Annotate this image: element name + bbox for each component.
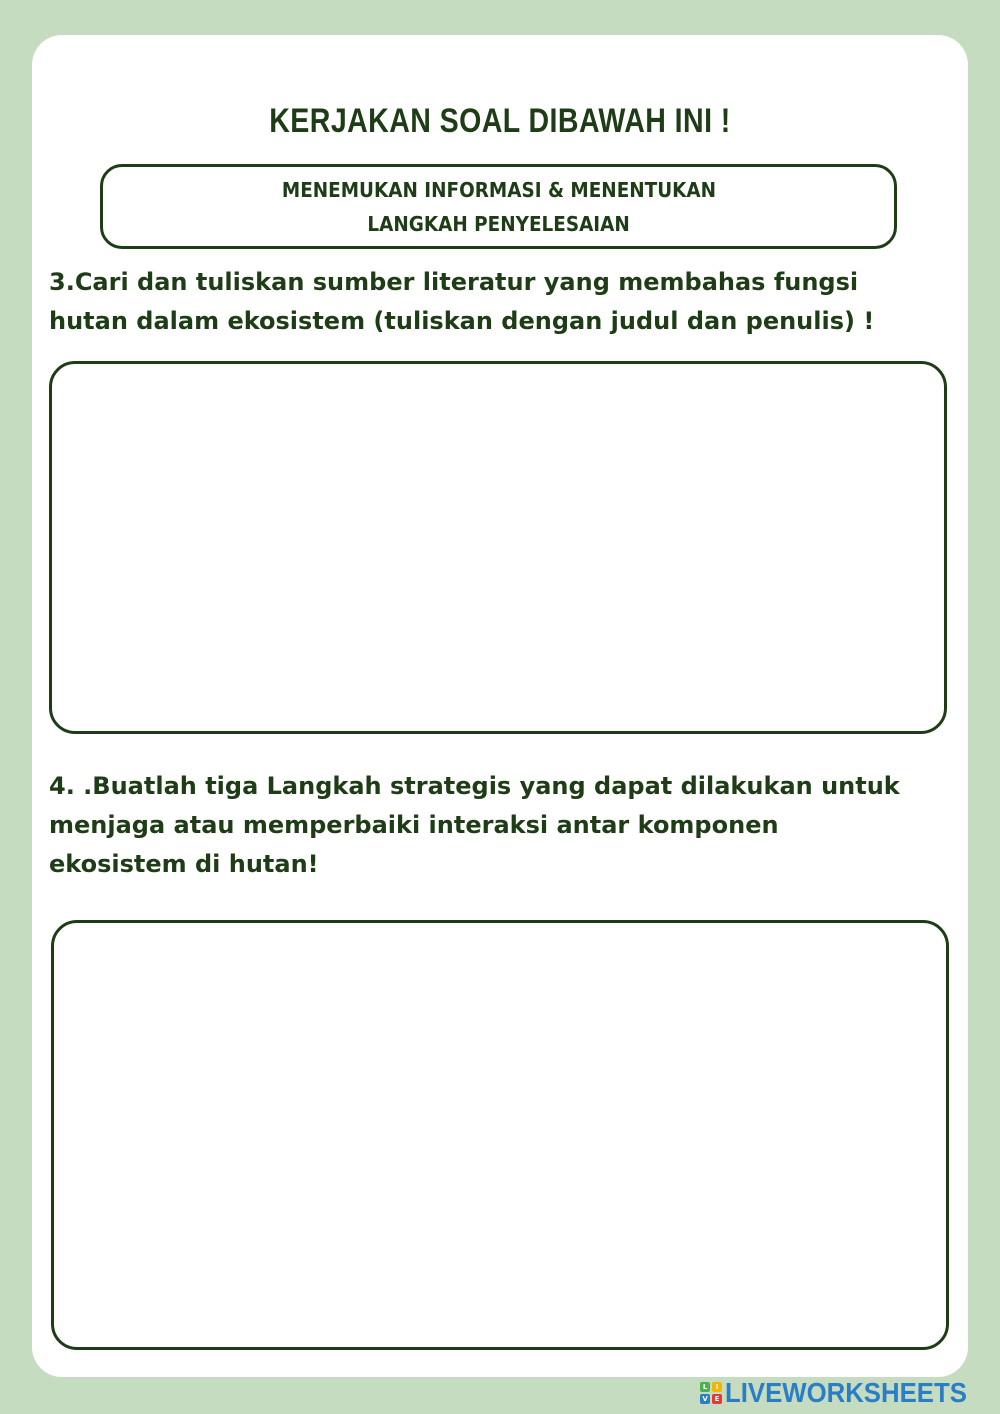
question-3-line-1: 3.Cari dan tuliskan sumber literatur yang membahas fungsi <box>49 268 859 296</box>
question-4-line-3: ekosistem di hutan! <box>49 850 319 878</box>
section-label-box <box>100 164 897 249</box>
answer-box-question-4[interactable] <box>51 920 949 1350</box>
question-4-line-1: 4. .Buatlah tiga Langkah strategis yang dapat dilakukan untuk <box>49 772 900 800</box>
question-4-line-2: menjaga atau memperbaiki interaksi antar komponen <box>49 811 779 839</box>
logo-tile-e: E <box>712 1394 722 1404</box>
logo-tile-i: I <box>712 1382 722 1392</box>
liveworksheets-watermark <box>700 1377 988 1409</box>
question-3-text <box>49 263 931 341</box>
question-3-line-2: hutan dalam ekosistem (tuliskan dengan judul dan penulis) ! <box>49 307 875 335</box>
section-label-line-2: LANGKAH PENYELESAIAN <box>367 211 630 236</box>
logo-tile-l: L <box>700 1382 710 1392</box>
section-label-line-1: MENEMUKAN INFORMASI & MENENTUKAN <box>281 177 716 202</box>
brand-name: LIVEWORKSHEETS <box>725 1377 967 1408</box>
question-4-text <box>49 767 947 884</box>
page-title: KERJAKAN SOAL DIBAWAH INI ! <box>269 102 731 140</box>
answer-box-question-3[interactable] <box>49 361 947 734</box>
logo-tile-v: V <box>700 1394 710 1404</box>
liveworksheets-logo-icon <box>700 1382 722 1404</box>
